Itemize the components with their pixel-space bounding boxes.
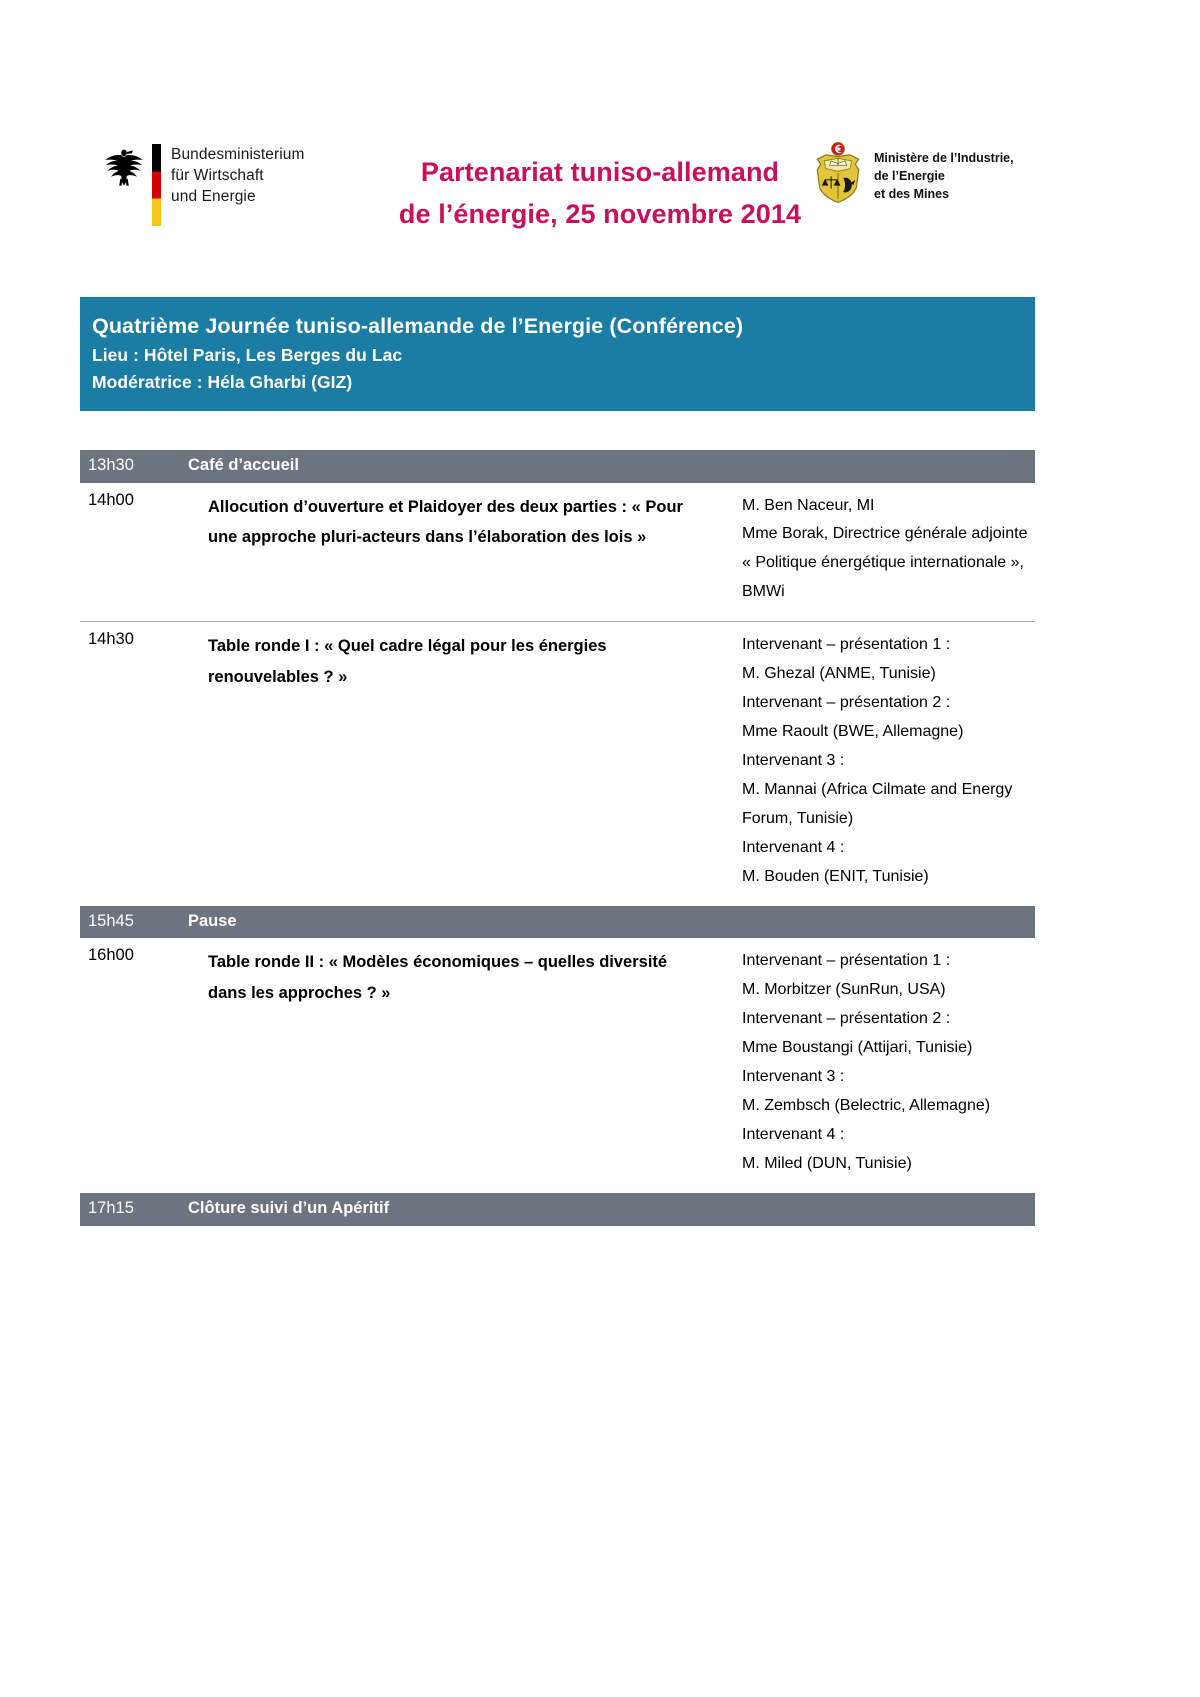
page-title-line-2: de l’énergie, 25 novembre 2014: [398, 198, 802, 229]
agenda-row-time: 16h00: [80, 938, 182, 1194]
speaker-line: Mme Boustangi (Attijari, Tunisie): [742, 1039, 973, 1057]
tunisian-ministry-line-1: Ministère de l’Industrie,: [874, 151, 1014, 165]
agenda-row-speakers: [732, 622, 1035, 907]
agenda-row-topic: Clôture suivi d’un Apéritif: [182, 1194, 1035, 1226]
page-title: [0, 152, 1200, 236]
agenda-row-time: 14h00: [80, 482, 182, 622]
german-ministry-line-1: Bundesministerium: [171, 146, 305, 163]
event-banner-title: Quatrième Journée tuniso-allemande de l’Energie (Conférence): [92, 314, 744, 338]
agenda-row-topic: Allocution d’ouverture et Plaidoyer des deux parties : « Pour une approche pluri-acteurs dans l’élaboration des lois »: [182, 482, 732, 622]
agenda-row-time: 14h30: [80, 622, 182, 907]
agenda-row: [80, 1194, 1035, 1226]
speaker-line: M. Morbitzer (SunRun, USA): [742, 981, 946, 999]
speaker-line: Intervenant – présentation 1 :: [742, 952, 951, 970]
speaker-line: M. Bouden (ENIT, Tunisie): [742, 867, 929, 885]
agenda-row: [80, 482, 1035, 622]
agenda-row-time: 17h15: [80, 1194, 182, 1226]
speaker-line: « Politique énergétique internationale »,: [742, 554, 1024, 572]
german-ministry-line-2: für Wirtschaft: [171, 166, 264, 184]
agenda-row-topic: Pause: [182, 906, 1035, 938]
agenda-row: [80, 622, 1035, 907]
agenda-row-time: 13h30: [80, 451, 182, 483]
speaker-line: Intervenant 4 :: [742, 1126, 845, 1144]
tunisian-ministry-line-2: de l’Energie: [874, 168, 945, 183]
agenda-row-topic: Table ronde II : « Modèles économiques – quelles diversité dans les approches ? »: [182, 938, 732, 1194]
agenda-body: [80, 451, 1035, 1226]
speaker-line: Intervenant – présentation 2 :: [742, 694, 951, 712]
speaker-line: M. Ben Naceur, MI: [742, 496, 875, 514]
agenda-row-topic: Table ronde I : « Quel cadre légal pour les énergies renouvelables ? »: [182, 622, 732, 907]
speaker-line: Intervenant 4 :: [742, 838, 845, 856]
event-venue: Lieu : Hôtel Paris, Les Berges du Lac: [92, 345, 403, 366]
event-moderator: Modératrice : Héla Gharbi (GIZ): [92, 371, 353, 392]
agenda-table: [80, 450, 1035, 1226]
tunisian-ministry-logo: [812, 142, 1014, 204]
german-ministry-line-3: und Energie: [171, 187, 256, 205]
speaker-line: Intervenant 3 :: [742, 752, 845, 770]
event-banner: [80, 297, 1035, 411]
speaker-line: Mme Raoult (BWE, Allemagne): [742, 723, 964, 741]
tunisian-ministry-label: [874, 142, 1014, 203]
agenda-row-speakers: [732, 482, 1035, 622]
agenda-row: [80, 451, 1035, 483]
tunisia-coat-of-arms-icon: [812, 142, 864, 204]
agenda-row: [80, 906, 1035, 938]
speaker-line: BMWi: [742, 583, 785, 601]
speaker-line: M. Ghezal (ANME, Tunisie): [742, 665, 936, 683]
agenda-row-topic: Café d’accueil: [182, 451, 1035, 483]
agenda-row-time: 15h45: [80, 906, 182, 938]
speaker-line: M. Mannai (Africa Cilmate and Energy Forum, Tunisie): [742, 781, 1013, 828]
speaker-line: M. Miled (DUN, Tunisie): [742, 1155, 912, 1173]
document-header: [0, 0, 1200, 229]
speaker-line: Intervenant – présentation 1 :: [742, 636, 951, 654]
agenda-row-speakers: [732, 938, 1035, 1194]
speaker-line: Intervenant 3 :: [742, 1068, 845, 1086]
speaker-line: Mme Borak, Directrice générale adjointe: [742, 525, 1028, 543]
speaker-line: Intervenant – présentation 2 :: [742, 1010, 951, 1028]
tunisian-ministry-line-3: et des Mines: [874, 186, 950, 201]
speaker-line: M. Zembsch (Belectric, Allemagne): [742, 1097, 991, 1115]
agenda-row: [80, 938, 1035, 1194]
page-title-line-1: Partenariat tuniso-allemand: [420, 157, 780, 187]
